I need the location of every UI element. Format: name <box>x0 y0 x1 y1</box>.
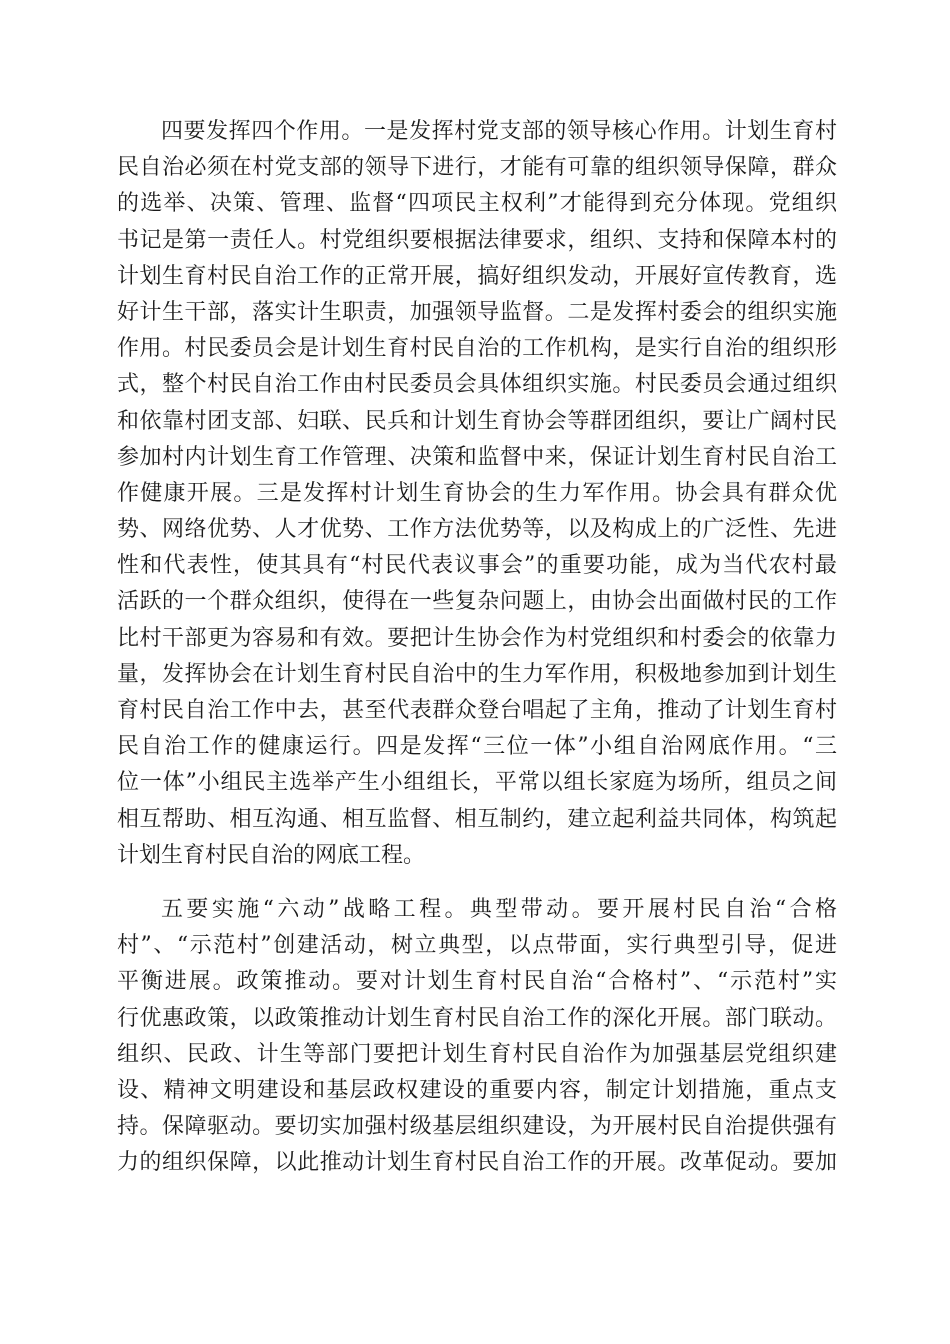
paragraph-line: 活跃的一个群众组织，使得在一些复杂问题上，由协会出面做村民的工作 <box>117 589 837 615</box>
paragraph-line: 平衡进展。政策推动。要对计划生育村民自治“合格村”、“示范村”实 <box>117 969 837 995</box>
paragraph-gap <box>117 874 837 892</box>
paragraph-line: 和依靠村团支部、妇联、民兵和计划生育协会等群团组织，要让广阔村民 <box>117 408 837 434</box>
paragraph-line: 四要发挥四个作用。一是发挥村党支部的领导核心作用。计划生育村 <box>161 119 837 144</box>
paragraph-line: 式，整个村民自治工作由村民委员会具体组织实施。村民委员会通过组织 <box>117 372 837 398</box>
paragraph-line: 行优惠政策，以政策推动计划生育村民自治工作的深化开展。部门联动。 <box>117 1005 837 1031</box>
paragraph-line: 相互帮助、相互沟通、相互监督、相互制约，建立起利益共同体，构筑起 <box>117 806 837 832</box>
paragraph-line: 计划生育村民自治的网底工程。 <box>117 842 426 868</box>
paragraph-line: 计划生育村民自治工作的正常开展，搞好组织发动，开展好宣传教育，选 <box>117 263 837 289</box>
paragraph-line: 设、精神文明建设和基层政权建设的重要内容，制定计划措施，重点支 <box>117 1077 837 1103</box>
paragraph-line: 书记是第一责任人。村党组织要根据法律要求，组织、支持和保障本村的 <box>117 227 837 253</box>
paragraph-line: 组织、民政、计生等部门要把计划生育村民自治作为加强基层党组织建 <box>117 1041 837 1067</box>
paragraph-line: 性和代表性，使其具有“村民代表议事会”的重要功能，成为当代农村最 <box>117 553 837 579</box>
paragraph-line: 民自治必须在村党支部的领导下进行，才能有可靠的组织领导保障，群众 <box>117 155 837 181</box>
paragraph-line: 作健康开展。三是发挥村计划生育协会的生力军作用。协会具有群众优 <box>117 480 837 506</box>
paragraph-line: 参加村内计划生育工作管理、决策和监督中来，保证计划生育村民自治工 <box>117 444 837 470</box>
paragraph-line: 村”、“示范村”创建活动，树立典型，以点带面，实行典型引导，促进 <box>117 933 837 959</box>
paragraph-line: 民自治工作的健康运行。四是发挥“三位一体”小组自治网底作用。“三 <box>117 734 837 760</box>
paragraph-line: 五要实施“六动”战略工程。典型带动。要开展村民自治“合格 <box>161 896 837 922</box>
paragraph-line: 势、网络优势、人才优势、工作方法优势等，以及构成上的广泛性、先进 <box>117 517 837 543</box>
paragraph-line: 位一体”小组民主选举产生小组组长，平常以组长家庭为场所，组员之间 <box>117 770 837 796</box>
paragraph-line: 好计生干部，落实计生职责，加强领导监督。二是发挥村委会的组织实施 <box>117 299 837 325</box>
paragraph-line: 力的组织保障，以此推动计划生育村民自治工作的开展。改革促动。要加 <box>117 1150 837 1176</box>
paragraph-line: 育村民自治工作中去，甚至代表群众登台唱起了主角，推动了计划生育村 <box>117 698 837 723</box>
paragraph-line: 持。保障驱动。要切实加强村级基层组织建设，为开展村民自治提供强有 <box>117 1114 837 1140</box>
paragraph-line: 作用。村民委员会是计划生育村民自治的工作机构，是实行自治的组织形 <box>117 336 837 362</box>
paragraph-line: 比村干部更为容易和有效。要把计生协会作为村党组织和村委会的依靠力 <box>117 625 837 651</box>
paragraph-line: 量，发挥协会在计划生育村民自治中的生力军作用，积极地参加到计划生 <box>117 661 837 687</box>
document-body <box>117 114 837 1181</box>
paragraph-line: 的选举、决策、管理、监督“四项民主权利”才能得到充分体现。党组织 <box>117 191 837 217</box>
